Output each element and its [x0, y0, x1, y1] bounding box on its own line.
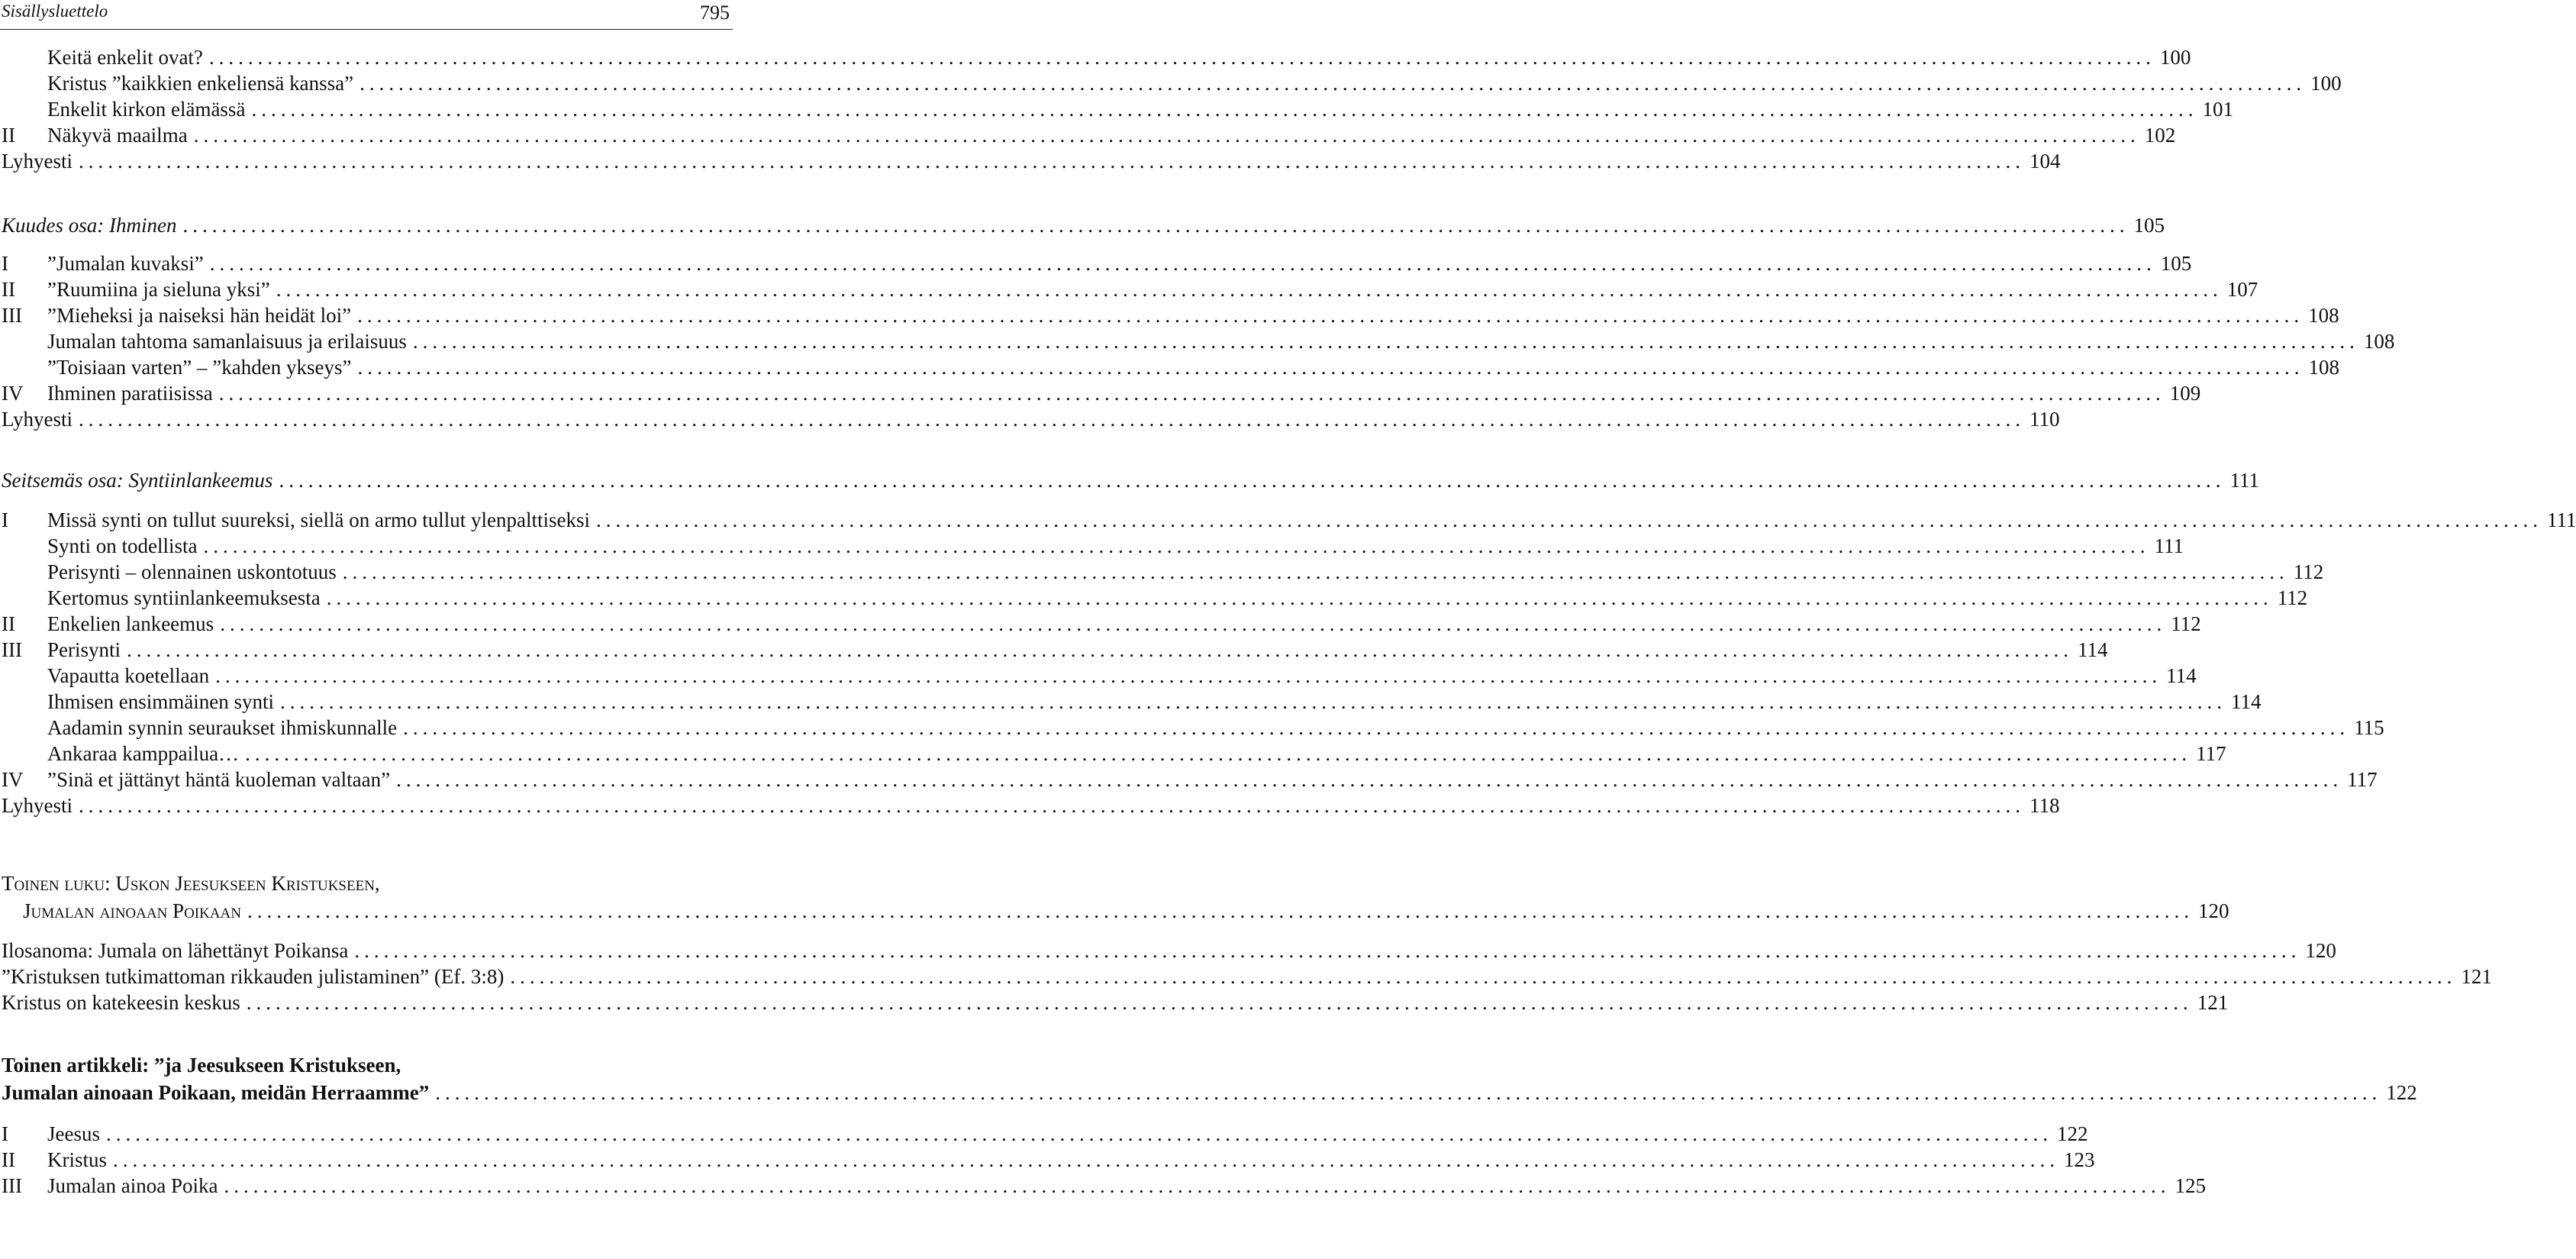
dot-leader: ........................................................................................................................................................................................................ [203, 534, 2150, 557]
dot-leader: ........................................................................................................................................................................................................ [359, 72, 2307, 95]
entry-number: II [2, 278, 15, 301]
toc-entry[interactable] [0, 793, 2060, 818]
dot-leader: ........................................................................................................................................................................................................ [209, 252, 2156, 275]
entry-number: I [2, 508, 8, 531]
entry-title: Missä synti on tullut suureksi, siellä on armo tullut ylenpalttiseksi [47, 508, 590, 531]
entry-title: Ihminen paratiisissa [47, 382, 213, 405]
toc-entry[interactable] [0, 1173, 2206, 1199]
dot-leader: ........................................................................................................................................................................................................ [357, 304, 2304, 327]
entry-title: Jumalan ainoa Poika [47, 1174, 218, 1197]
entry-page-number: 112 [2171, 612, 2201, 635]
entry-page-number: 108 [2308, 304, 2339, 327]
entry-page-number: 108 [2363, 330, 2395, 353]
entry-number: III [2, 638, 22, 661]
dot-leader: ........................................................................................................................................................................................................ [127, 638, 2074, 661]
entry-title: Ilosanoma: Jumala on lähettänyt Poikansa [2, 939, 349, 962]
entry-title: Keitä enkelit ovat? [47, 46, 203, 69]
entry-title: Enkelit kirkon elämässä [47, 98, 246, 121]
toc-entry[interactable] [0, 964, 2492, 989]
entry-number: III [2, 304, 22, 327]
toc-entry[interactable] [0, 870, 731, 896]
page-number: 795 [700, 2, 730, 24]
dot-leader: ........................................................................................................................................................................................................ [276, 278, 2223, 301]
entry-page-number: 115 [2354, 716, 2384, 739]
toc-entry[interactable] [0, 406, 2060, 432]
toc-entry[interactable] [0, 741, 2226, 767]
entry-title: Kristus ”kaikkien enkeliensä kanssa” [47, 72, 354, 95]
dot-leader: ........................................................................................................................................................................................................ [218, 382, 2165, 405]
toc-entry[interactable] [0, 122, 2176, 148]
entry-page-number: 112 [2293, 560, 2324, 583]
entry-title: Näkyvä maailma [47, 124, 188, 147]
dot-leader: ........................................................................................................................................................................................................ [182, 214, 2129, 237]
dot-leader: ........................................................................................................................................................................................................ [79, 794, 2025, 817]
toc-entry[interactable] [0, 898, 2229, 924]
entry-page-number: 125 [2175, 1174, 2206, 1197]
entry-title: ”Sinä et jättänyt häntä kuoleman valtaan” [47, 768, 391, 791]
entry-page-number: 117 [2347, 768, 2378, 791]
dot-leader: ........................................................................................................................................................................................................ [220, 612, 2167, 635]
entry-title: ”Mieheksi ja naiseksi hän heidät loi” [47, 304, 352, 327]
entry-number: IV [2, 768, 24, 791]
entry-page-number: 102 [2144, 124, 2176, 147]
toc-entry[interactable] [0, 380, 2201, 406]
entry-page-number: 121 [2197, 991, 2229, 1014]
entry-title: Perisynti – olennainen uskontotuus [47, 560, 337, 583]
toc-entry[interactable] [0, 148, 2061, 174]
entry-number: II [2, 612, 15, 635]
entry-page-number: 112 [2277, 586, 2308, 609]
entry-title: Jumalan ainoaan Poikaan, meidän Herraamme” [2, 1081, 430, 1104]
toc-entry[interactable] [0, 302, 2339, 328]
dot-leader: ........................................................................................................................................................................................................ [510, 965, 2457, 988]
entry-title: ”Kristuksen tutkimattoman rikkauden julistaminen” (Ef. 3:8) [2, 965, 505, 988]
entry-page-number: 100 [2159, 46, 2191, 69]
dot-leader: ........................................................................................................................................................................................................ [279, 690, 2226, 713]
toc-entry[interactable] [0, 715, 2384, 741]
running-header [0, 0, 733, 30]
dot-leader: ........................................................................................................................................................................................................ [412, 330, 2359, 353]
dot-leader: ........................................................................................................................................................................................................ [224, 1174, 2171, 1197]
entry-page-number: 100 [2310, 72, 2342, 95]
dot-leader: ........................................................................................................................................................................................................ [435, 1081, 2382, 1104]
dot-leader: ........................................................................................................................................................................................................ [246, 991, 2193, 1014]
dot-leader: ........................................................................................................................................................................................................ [106, 1122, 2052, 1145]
dot-leader: ........................................................................................................................................................................................................ [342, 560, 2289, 583]
toc-entry[interactable] [0, 611, 2201, 637]
entry-title: Perisynti [47, 638, 121, 661]
toc-entry[interactable] [0, 44, 2191, 70]
dot-leader: ........................................................................................................................................................................................................ [208, 46, 2155, 69]
entry-number: III [2, 1174, 22, 1197]
entry-page-number: 108 [2308, 356, 2339, 379]
entry-title: Lyhyesti [2, 794, 73, 817]
entry-title: Ihmisen ensimmäinen synti [47, 690, 274, 713]
entry-page-number: 114 [2230, 690, 2262, 713]
toc-entry[interactable] [0, 938, 2336, 964]
dot-leader: ........................................................................................................................................................................................................ [357, 356, 2304, 379]
dot-leader: ........................................................................................................................................................................................................ [245, 742, 2192, 765]
entry-number: I [2, 1122, 8, 1145]
toc-entry[interactable] [0, 1080, 2417, 1106]
toc-entry[interactable] [0, 354, 2339, 380]
dot-leader: ........................................................................................................................................................................................................ [247, 899, 2194, 922]
dot-leader: ........................................................................................................................................................................................................ [193, 124, 2140, 147]
entry-number: II [2, 1148, 15, 1171]
entry-title: Jumalan tahtoma samanlaisuus ja erilaisuus [47, 330, 407, 353]
entry-title: Kristus [47, 1148, 108, 1171]
toc-entry[interactable] [0, 1121, 2088, 1147]
entry-title: Jeesus [47, 1122, 100, 1145]
entry-title: ”Jumalan kuvaksi” [47, 252, 204, 275]
entry-page-number: 110 [2030, 408, 2060, 431]
entry-title: Enkelien lankeemus [47, 612, 214, 635]
toc-entry[interactable] [0, 70, 2342, 96]
entry-page-number: 105 [2160, 252, 2192, 275]
entry-title: Kristus on katekeesin keskus [2, 991, 240, 1014]
entry-page-number: 111 [2229, 469, 2259, 492]
dot-leader: ........................................................................................................................................................................................................ [396, 768, 2343, 791]
entry-title: Seitsemäs osa: Syntiinlankeemus [2, 469, 273, 492]
entry-title: Vapautta koetellaan [47, 664, 210, 687]
entry-page-number: 120 [2305, 939, 2336, 962]
toc-entry[interactable] [0, 276, 2258, 302]
entry-title: Toinen luku: Uskon Jeesukseen Kristukseen, [2, 872, 380, 895]
toc-entry[interactable] [0, 328, 2395, 354]
dot-leader: ........................................................................................................................................................................................................ [79, 150, 2025, 173]
entry-title: Toinen artikkeli: ”ja Jeesukseen Kristukseen, [2, 1054, 401, 1077]
entry-number: IV [2, 382, 24, 405]
entry-page-number: 101 [2202, 98, 2233, 121]
entry-page-number: 122 [2386, 1081, 2417, 1104]
entry-page-number: 121 [2461, 965, 2492, 988]
entry-title: Synti on todellista [47, 534, 198, 557]
toc-entry[interactable] [0, 585, 2308, 611]
toc-entry[interactable] [0, 507, 2576, 533]
entry-page-number: 114 [2078, 638, 2108, 661]
entry-title: Lyhyesti [2, 408, 73, 431]
entry-number: II [2, 124, 15, 147]
entry-page-number: 111 [2546, 508, 2576, 531]
dot-leader: ........................................................................................................................................................................................................ [79, 408, 2025, 431]
dot-leader: ........................................................................................................................................................................................................ [251, 98, 2198, 121]
toc-entry[interactable] [0, 96, 2233, 122]
dot-leader: ........................................................................................................................................................................................................ [595, 508, 2542, 531]
dot-leader: ........................................................................................................................................................................................................ [403, 716, 2350, 739]
dot-leader: ........................................................................................................................................................................................................ [113, 1148, 2060, 1171]
toc-entry[interactable] [0, 1052, 731, 1078]
toc-entry[interactable] [0, 663, 2197, 689]
entry-page-number: 117 [2196, 742, 2226, 765]
toc-entry[interactable] [0, 559, 2324, 585]
entry-page-number: 105 [2133, 214, 2165, 237]
entry-number: I [2, 252, 8, 275]
entry-page-number: 109 [2169, 382, 2201, 405]
toc-entry[interactable] [0, 1147, 2095, 1173]
entry-title: Ankaraa kamppailua… [47, 742, 240, 765]
entry-page-number: 111 [2154, 534, 2184, 557]
entry-title: Aadamin synnin seuraukset ihmiskunnalle [47, 716, 398, 739]
entry-page-number: 114 [2166, 664, 2197, 687]
toc-entry[interactable] [0, 689, 2262, 715]
toc-entry[interactable] [0, 533, 2184, 559]
toc-entry[interactable] [0, 767, 2378, 793]
entry-page-number: 118 [2030, 794, 2060, 817]
dot-leader: ........................................................................................................................................................................................................ [279, 469, 2226, 492]
toc-entry[interactable] [0, 989, 2229, 1015]
entry-title: ”Ruumiina ja sieluna yksi” [47, 278, 270, 301]
entry-title: Kuudes osa: Ihminen [2, 214, 177, 237]
entry-title: Kertomus syntiinlankeemuksesta [47, 586, 321, 609]
toc-entry[interactable] [0, 212, 2165, 238]
entry-title: Lyhyesti [2, 150, 73, 173]
entry-page-number: 107 [2226, 278, 2258, 301]
dot-leader: ........................................................................................................................................................................................................ [354, 939, 2301, 962]
toc-entry[interactable] [0, 250, 2192, 276]
entry-page-number: 120 [2198, 899, 2229, 922]
entry-title: Jumalan ainoaan Poikaan [23, 899, 241, 922]
running-title: Sisällysluettelo [2, 2, 108, 21]
toc-entry[interactable] [0, 637, 2108, 663]
entry-page-number: 122 [2057, 1122, 2088, 1145]
entry-title: ”Toisiaan varten” – ”kahden ykseys” [47, 356, 352, 379]
toc-entry[interactable] [0, 467, 2259, 493]
entry-page-number: 123 [2064, 1148, 2095, 1171]
dot-leader: ........................................................................................................................................................................................................ [326, 586, 2273, 609]
entry-page-number: 104 [2030, 150, 2061, 173]
dot-leader: ........................................................................................................................................................................................................ [215, 664, 2162, 687]
